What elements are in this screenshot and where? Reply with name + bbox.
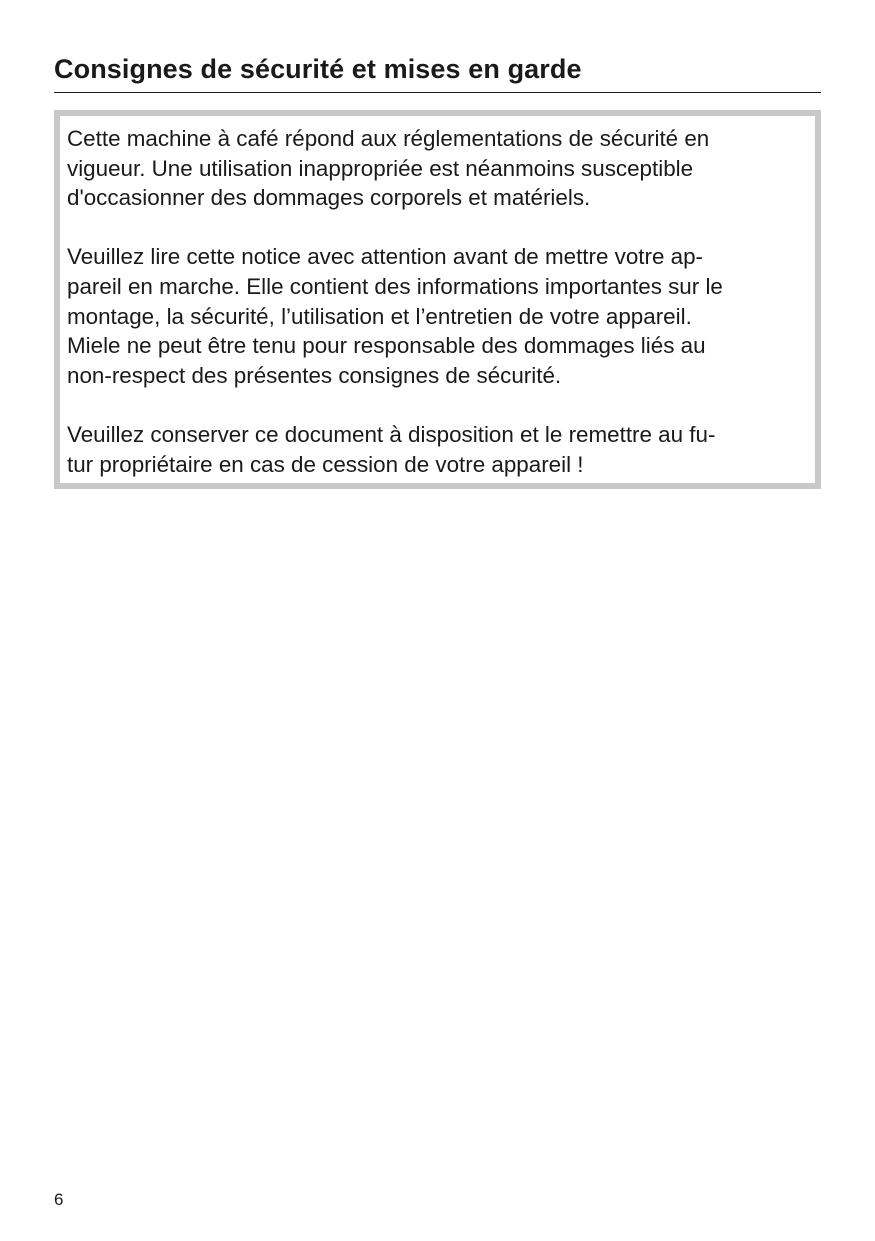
page-number: 6 (54, 1190, 64, 1209)
safety-notice-box (54, 110, 821, 489)
notice-paragraph-compliance: Cette machine à café répond aux réglementations de sécurité en vigueur. Une utilisation inappropriée est néanmoins susceptible d'occasionner des dommages corporels et matériels. (67, 126, 710, 211)
notice-paragraph-keep-document: Veuillez conserver ce document à disposition et le remettre au fu- tur propriétaire en cas de cession de votre appareil ! (67, 421, 716, 477)
page-title: Consignes de sécurité et mises en garde (54, 54, 582, 84)
notice-paragraph-read-instructions: Veuillez lire cette notice avec attention avant de mettre votre ap- pareil en marche. Elle contient des informations importantes sur le montage, la sécurité, l’utilisation et l’entretien de votre appareil. Miele ne peut être tenu pour responsable des dommages liés au non-respect des présentes consignes de sécurité. (67, 244, 723, 388)
title-divider (54, 92, 821, 93)
